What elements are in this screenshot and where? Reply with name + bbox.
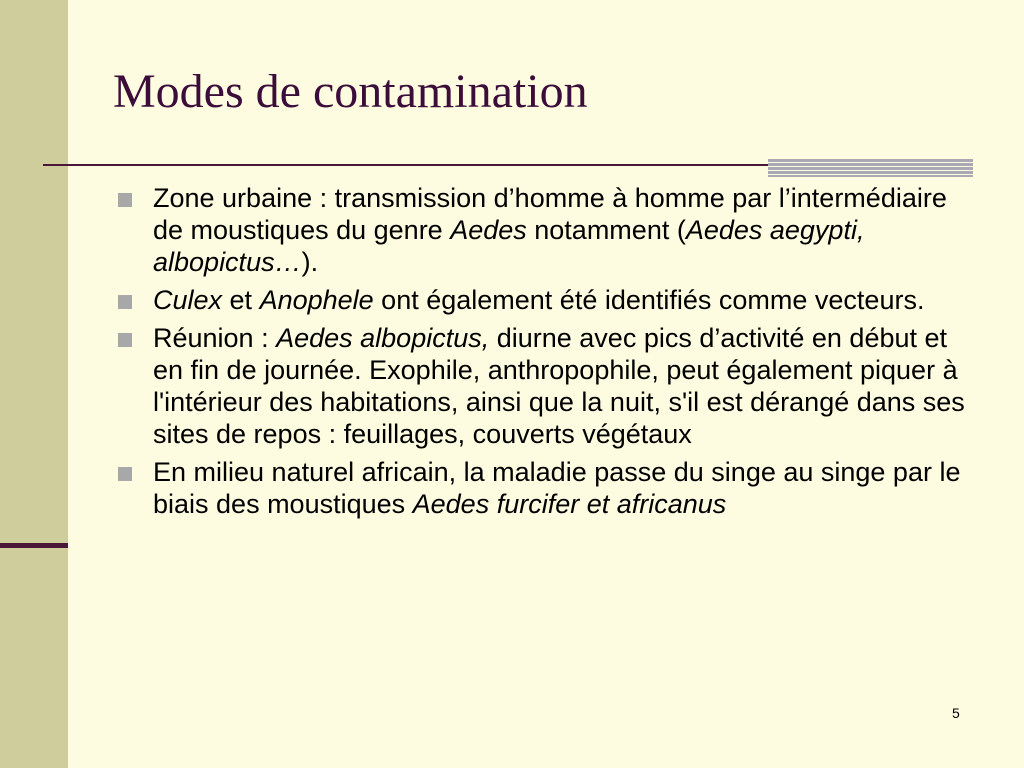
bullet-list: [118, 182, 968, 526]
bullet-text: et: [222, 285, 260, 315]
bullet-item-urban: [118, 182, 968, 278]
bullet-item-africa: [118, 456, 968, 520]
bullet-item-vectors: [118, 284, 968, 316]
square-bullet-icon: [118, 193, 132, 207]
bullet-text-italic: Aedes furcifer et africanus: [412, 489, 727, 519]
page-number: 5: [952, 705, 960, 721]
bullet-text-italic: Anophele: [259, 285, 374, 315]
slide-title: Modes de contamination: [113, 65, 588, 118]
bullet-text: notamment (: [526, 215, 686, 245]
left-accent-line: [0, 543, 68, 548]
bullet-text: diurne avec pics d’activité en début et en fin de journée. Exophile, anthropophile, peut également piquer à l'intérieur des habitations, ainsi que la nuit, s'il est dérangé dans ses sites de repos : feuillages, couverts végétaux: [153, 323, 965, 449]
bullet-text: Zone urbaine : transmission d’homme à homme par l’intermédiaire de moustiques du genre: [153, 183, 947, 245]
bullet-text-italic: Aedes: [450, 215, 527, 245]
square-bullet-icon: [118, 333, 132, 347]
bullet-text-italic: Culex: [153, 285, 223, 315]
decor-striped-bar: [768, 159, 973, 177]
bullet-text-italic: Aedes albopictus,: [276, 323, 490, 353]
bullet-text: ont également été identifiés comme vecteurs.: [373, 285, 925, 315]
bullet-text: Réunion :: [153, 323, 277, 353]
bullet-text: ).: [301, 247, 319, 277]
square-bullet-icon: [118, 295, 132, 309]
left-decor-bar: [0, 0, 68, 768]
bullet-item-reunion: [118, 322, 968, 450]
square-bullet-icon: [118, 467, 132, 481]
bullet-text-italic: Aedes aegypti, albopictus…: [153, 215, 865, 277]
bullet-text: En milieu naturel africain, la maladie passe du singe au singe par le biais des moustiques: [153, 457, 961, 519]
